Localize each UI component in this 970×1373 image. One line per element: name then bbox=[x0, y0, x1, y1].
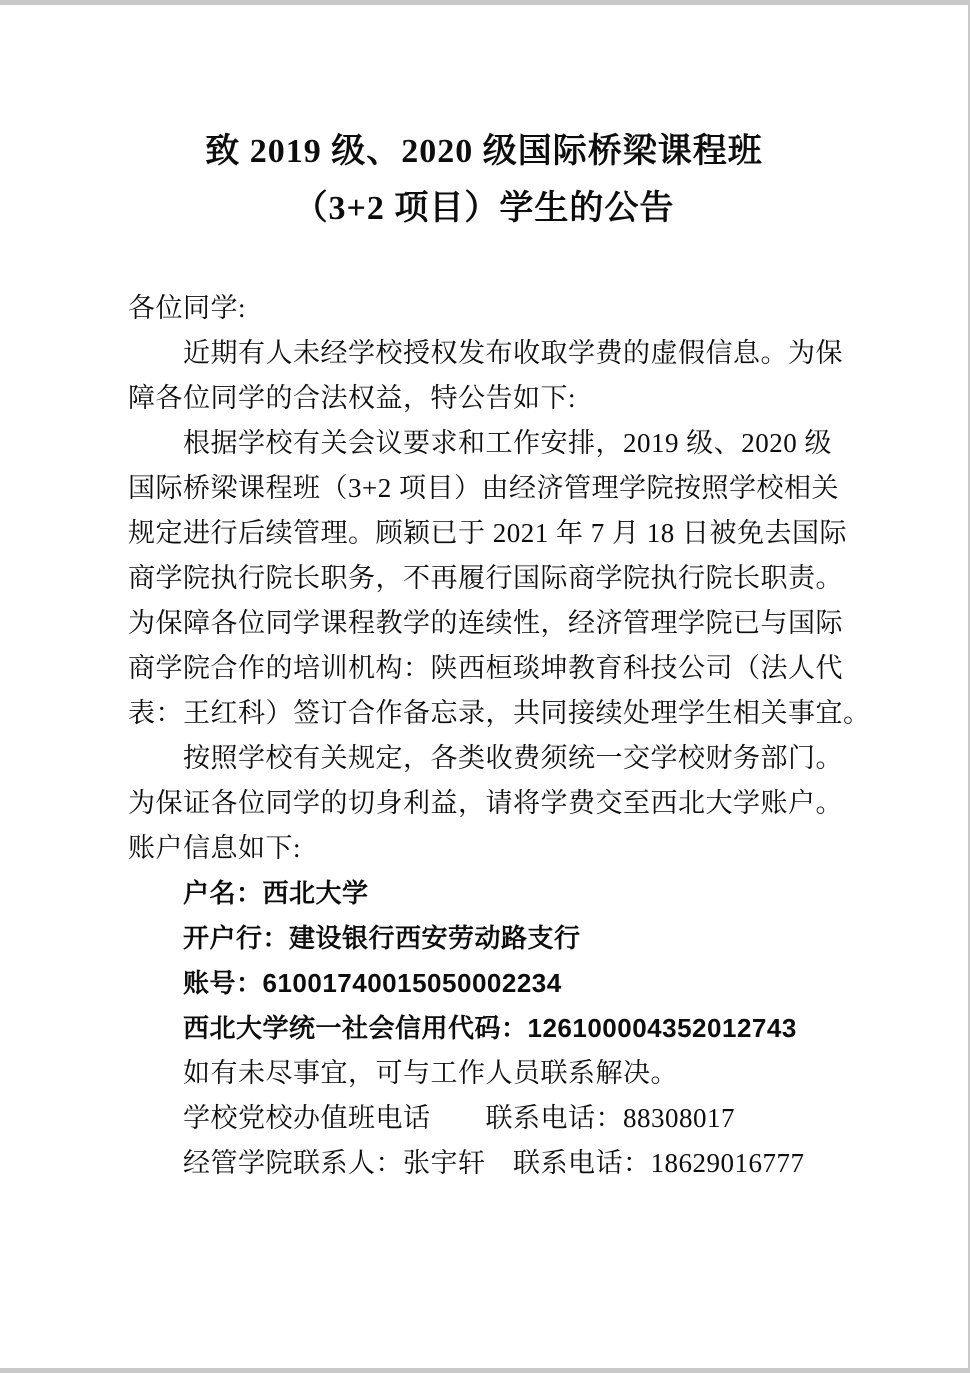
body-line: 规定进行后续管理。顾颖已于 2021 年 7 月 18 日被免去国际 bbox=[128, 518, 847, 548]
body-line: 障各位同学的合法权益，特公告如下: bbox=[128, 383, 577, 413]
body-line: 商学院执行院长职务，不再履行国际商学院执行院长职责。 bbox=[128, 563, 843, 593]
account-holder-line: 户名：西北大学 bbox=[183, 878, 369, 908]
account-number-line: 账号：61001740015050002234 bbox=[183, 968, 562, 998]
title-line-2: （3+2 项目）学生的公告 bbox=[293, 190, 675, 227]
title-line-1: 致 2019 级、2020 级国际桥梁课程班 bbox=[205, 133, 763, 170]
contact-line-college: 经管学院联系人：张宇轩 联系电话：18629016777 bbox=[183, 1148, 805, 1178]
salutation-line: 各位同学: bbox=[128, 293, 247, 323]
document-body bbox=[0, 286, 968, 1186]
account-info-intro-line: 账户信息如下: bbox=[128, 833, 302, 863]
closing-note-line: 如有未尽事宜，可与工作人员联系解决。 bbox=[183, 1058, 678, 1088]
body-line: 按照学校有关规定，各类收费须统一交学校财务部门。 bbox=[183, 743, 843, 773]
contact-line-school: 学校党校办值班电话 联系电话：88308017 bbox=[183, 1103, 735, 1133]
body-line: 国际桥梁课程班（3+2 项目）由经济管理学院按照学校相关 bbox=[128, 473, 839, 503]
document-title bbox=[0, 123, 968, 237]
body-line: 表：王红科）签订合作备忘录，共同接续处理学生相关事宜。 bbox=[128, 698, 871, 728]
body-line: 近期有人未经学校授权发布收取学费的虚假信息。为保 bbox=[183, 338, 843, 368]
document-page bbox=[0, 5, 968, 1368]
bank-branch-line: 开户行：建设银行西安劳动路支行 bbox=[183, 923, 581, 953]
body-line: 为保障各位同学课程教学的连续性，经济管理学院已与国际 bbox=[128, 608, 843, 638]
body-line: 为保证各位同学的切身利益，请将学费交至西北大学账户。 bbox=[128, 788, 843, 818]
body-line: 根据学校有关会议要求和工作安排，2019 级、2020 级 bbox=[183, 428, 832, 458]
credit-code-line: 西北大学统一社会信用代码：126100004352012743 bbox=[183, 1013, 797, 1043]
body-line: 商学院合作的培训机构：陕西桓琰坤教育科技公司（法人代 bbox=[128, 653, 843, 683]
